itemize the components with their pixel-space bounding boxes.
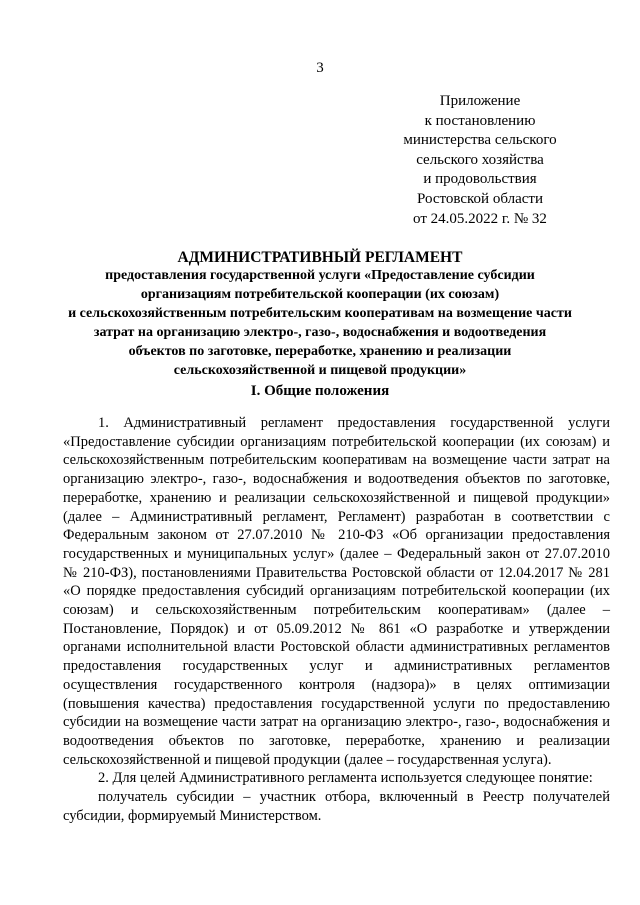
- document-title: АДМИНИСТРАТИВНЫЙ РЕГЛАМЕНТ: [177, 249, 463, 266]
- subtitle-line: предоставления государственной услуги «Предоставление субсидии: [105, 268, 535, 283]
- appendix-block: [380, 92, 580, 229]
- appendix-line: и продовольствия: [423, 171, 537, 188]
- appendix-line: к постановлению: [424, 112, 536, 129]
- subtitle-line: и сельскохозяйственным потребительским кооперативам на возмещение части: [68, 306, 572, 321]
- appendix-line: министерства сельского: [403, 132, 557, 149]
- subtitle-line: объектов по заготовке, переработке, хранению и реализации: [128, 344, 512, 359]
- appendix-line: Ростовской области: [417, 190, 543, 207]
- appendix-line: Приложение: [439, 93, 521, 109]
- page-number: 3: [316, 60, 324, 76]
- subtitle-line: сельскохозяйственной и пищевой продукции»: [173, 363, 467, 378]
- body-text: [63, 414, 610, 825]
- document-subtitle: [20, 266, 620, 380]
- appendix-line: от 24.05.2022 г. № 32: [413, 210, 547, 227]
- section-heading: I. Общие положения: [250, 383, 390, 399]
- paragraph: 2. Для целей Административного регламента используется следующее понятие:: [98, 770, 593, 787]
- paragraph: получатель субсидии – участник отбора, включенный в Реестр получателей субсидии, формируемый Министерством.: [63, 789, 610, 824]
- subtitle-line: затрат на организацию электро-, газо-, водоснабжения и водоотведения: [93, 325, 547, 340]
- appendix-line: сельского хозяйства: [416, 151, 544, 168]
- subtitle-line: организациям потребительской кооперации (их союзам): [140, 287, 500, 302]
- paragraph: 1. Административный регламент предоставления государственной услуги «Предоставление субсидии организациям потребительской кооперации (их союзам) и сельскохозяйственным потребительским кооперативам на возмещение части затрат на организацию электро-, газо-, водоснабжения и водоотведения объектов по заготовке, переработке, хранению и реализации сельскохозяйственной и пищевой продукции» (далее – Административный регламент, Регламент) разработан в соответствии с Федеральным законом от 27.07.2010 № 210-ФЗ «Об организации предоставления государственных и муниципальных услуг» (далее – Федеральный закон от 27.07.2010 № 210-ФЗ), постановлениями Правительства Ростовской области от 12.04.2017 № 281 «О порядке предоставления субсидий организациям потребительской кооперации (их союзам) и сельскохозяйственным потребительским кооперативам» (далее – Постановление, Порядок) и от 05.09.2012 № 861 «О разработке и утверждении органами исполнительной власти Ростовской области административных регламентов предоставления государственных услуг и административных регламентов осуществления государственного контроля (надзора)» в целях оптимизации (повышения качества) предоставления государственной услуги по предоставлению субсидии на возмещение части затрат на организацию электро-, газо-, водоснабжения и водоотведения объектов по заготовке, переработке, хранению и реализации сельскохозяйственной и пищевой продукции (далее – государственная услуга).: [63, 415, 610, 768]
